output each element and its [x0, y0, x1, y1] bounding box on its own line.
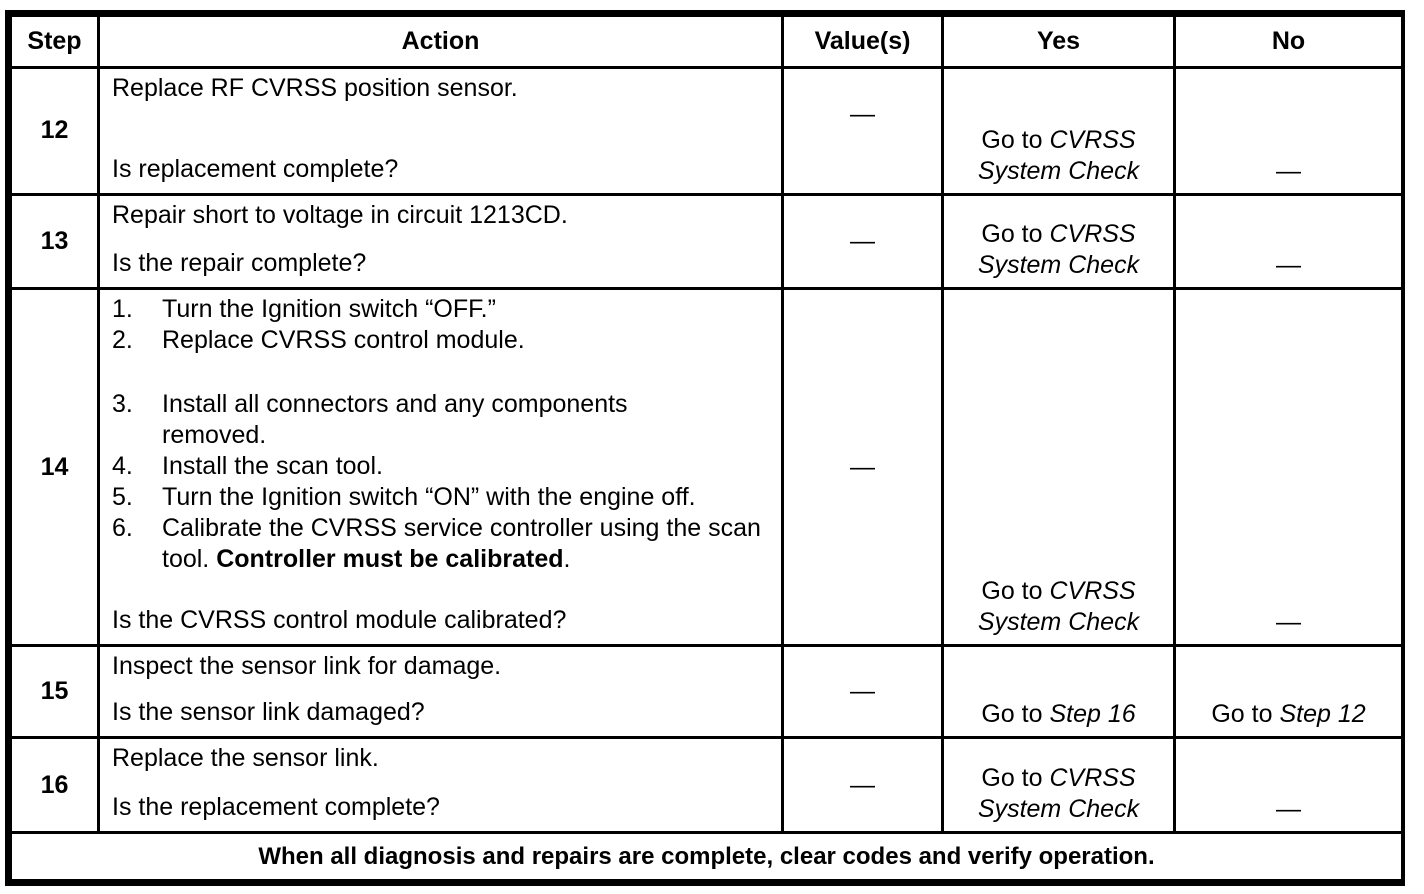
list-text: Turn the Ignition switch “OFF.”: [162, 294, 496, 323]
list-item: [112, 389, 769, 451]
step-number: 15: [11, 646, 99, 738]
no-dash: —: [1276, 794, 1301, 823]
footer-row: [11, 832, 1403, 880]
list-item: [112, 482, 769, 513]
step-number: 13: [11, 194, 99, 288]
list-number: 5.: [112, 482, 133, 511]
yes-link[interactable]: Step 16: [1049, 700, 1136, 729]
yes-cell: [943, 738, 1175, 832]
yes-link[interactable]: CVRSS System Check: [977, 219, 1140, 279]
no-cell: [1175, 646, 1403, 738]
list-text: Calibrate the CVRSS service controller using the scan tool.: [162, 513, 761, 573]
no-dash: —: [1276, 250, 1301, 279]
list-number: 6.: [112, 513, 133, 542]
yes-cell: [943, 288, 1175, 645]
list-text: Install the scan tool.: [162, 451, 383, 480]
yes-link[interactable]: CVRSS System Check: [977, 763, 1140, 823]
list-number: 1.: [112, 294, 133, 323]
action-text: Repair short to voltage in circuit 1213CD.: [112, 200, 568, 229]
yes-prefix: Go to: [981, 125, 1050, 154]
action-cell: [99, 738, 783, 832]
step-number: 14: [11, 288, 99, 645]
action-text: Replace RF CVRSS position sensor.: [112, 74, 518, 103]
no-dash: —: [1276, 608, 1301, 637]
action-question: Is the replacement complete?: [112, 792, 440, 821]
value-cell: [783, 68, 943, 194]
list-number: 2.: [112, 325, 133, 354]
step-number: 12: [11, 68, 99, 194]
action-cell: [99, 68, 783, 194]
no-cell: [1175, 738, 1403, 832]
action-cell: [99, 194, 783, 288]
header-action: Action: [99, 16, 783, 68]
no-cell: [1175, 68, 1403, 194]
value-dash: —: [850, 100, 875, 129]
diagnostic-table: [9, 14, 1404, 882]
list-item: [112, 451, 769, 482]
header-row: [11, 16, 1403, 68]
table-row: [11, 646, 1403, 738]
action-text: Replace the sensor link.: [112, 744, 379, 773]
list-item: [112, 513, 769, 575]
header-values: Value(s): [783, 16, 943, 68]
list-text: Replace CVRSS control module.: [162, 325, 525, 354]
yes-cell: [943, 646, 1175, 738]
diagnostic-table-sheet: [5, 10, 1405, 886]
value-dash: —: [850, 677, 875, 706]
table-row: [11, 68, 1403, 194]
yes-link[interactable]: CVRSS System Check: [977, 577, 1140, 637]
header-step: Step: [11, 16, 99, 68]
header-no: No: [1175, 16, 1403, 68]
yes-cell: [943, 194, 1175, 288]
list-item: [112, 294, 769, 325]
footer-note: When all diagnosis and repairs are complete, clear codes and verify operation.: [11, 832, 1403, 880]
list-text-bold: Controller must be calibrated: [216, 544, 564, 573]
table-row: [11, 288, 1403, 645]
value-cell: [783, 646, 943, 738]
action-question: Is replacement complete?: [112, 154, 399, 183]
yes-prefix: Go to: [981, 700, 1050, 729]
yes-prefix: Go to: [981, 763, 1050, 792]
no-link[interactable]: Step 12: [1279, 700, 1366, 729]
action-question: Is the CVRSS control module calibrated?: [112, 606, 567, 635]
list-number: 3.: [112, 389, 133, 418]
no-cell: [1175, 194, 1403, 288]
value-cell: [783, 738, 943, 832]
list-number: 4.: [112, 451, 133, 480]
header-yes: Yes: [943, 16, 1175, 68]
no-dash: —: [1276, 156, 1301, 185]
table-row: [11, 194, 1403, 288]
action-question: Is the sensor link damaged?: [112, 698, 425, 727]
list-text-after: .: [563, 544, 571, 573]
list-text: Turn the Ignition switch “ON” with the engine off.: [162, 482, 696, 511]
action-cell: [99, 288, 783, 645]
value-dash: —: [850, 452, 875, 481]
yes-link[interactable]: CVRSS System Check: [977, 125, 1140, 185]
list-text: Install all connectors and any components removed.: [162, 389, 628, 449]
list-item: [112, 325, 769, 356]
no-cell: [1175, 288, 1403, 645]
action-text: Inspect the sensor link for damage.: [112, 652, 502, 681]
value-dash: —: [850, 770, 875, 799]
step-number: 16: [11, 738, 99, 832]
table-row: [11, 738, 1403, 832]
value-cell: [783, 288, 943, 645]
action-question: Is the repair complete?: [112, 248, 367, 277]
value-dash: —: [850, 226, 875, 255]
action-cell: [99, 646, 783, 738]
value-cell: [783, 194, 943, 288]
yes-prefix: Go to: [981, 219, 1050, 248]
no-prefix: Go to: [1211, 700, 1280, 729]
yes-cell: [943, 68, 1175, 194]
action-steps-list: [112, 294, 769, 575]
yes-prefix: Go to: [981, 577, 1050, 606]
